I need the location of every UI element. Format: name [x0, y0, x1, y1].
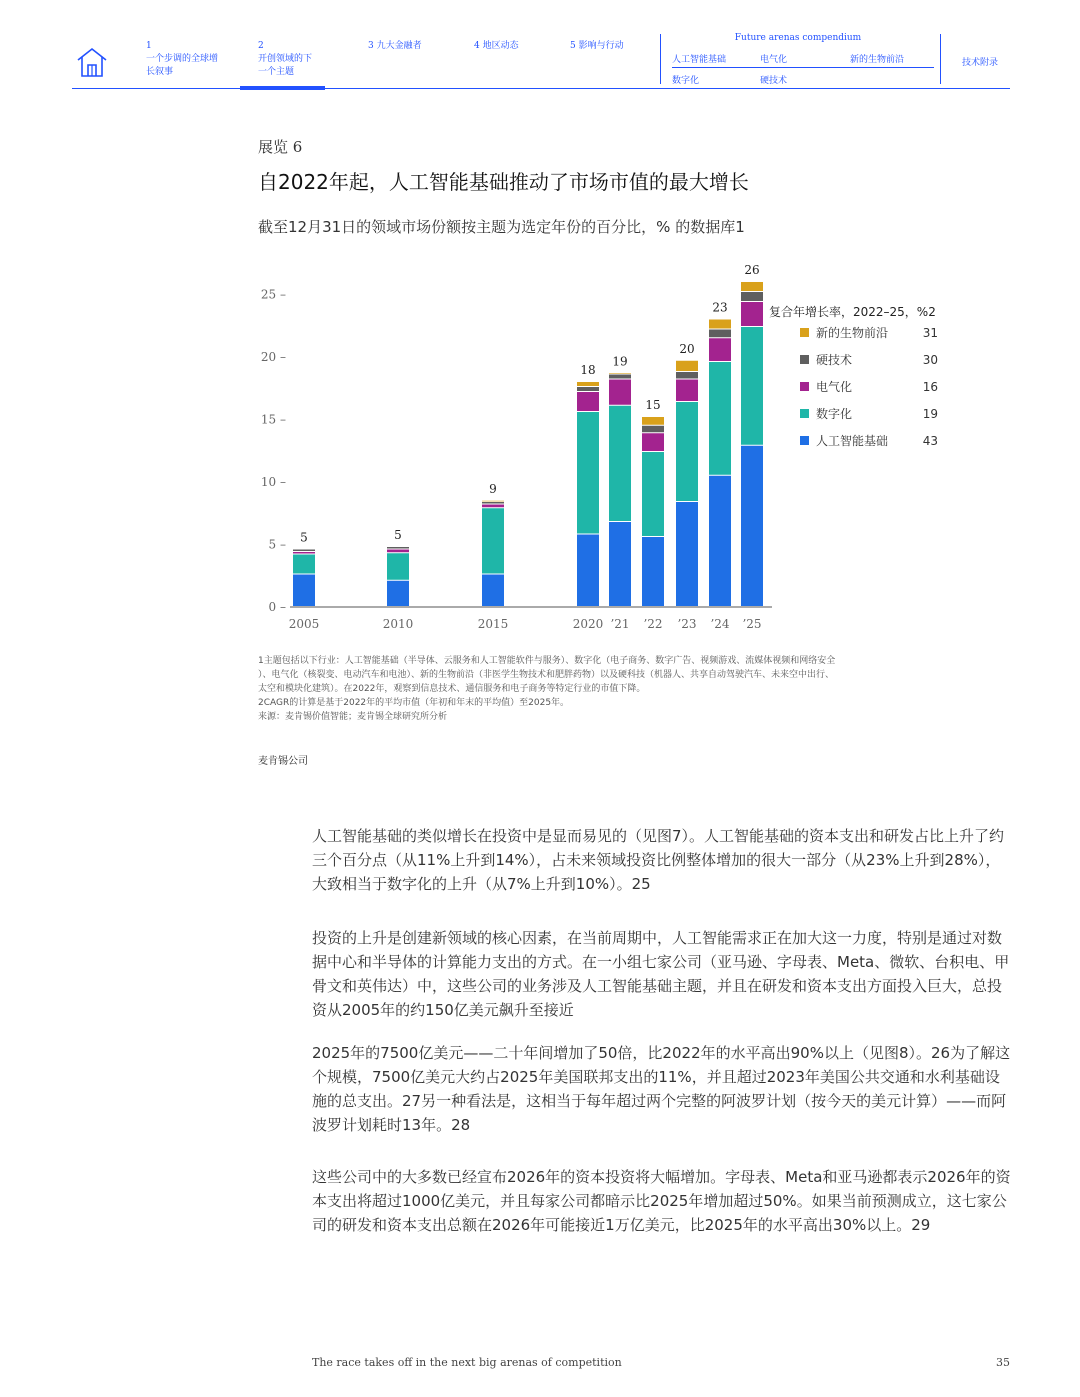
- arenas-title: Future arenas compendium: [734, 33, 862, 43]
- note-line: 太空和模块化建筑）。在2022年，观察到信息技术、通信服务和电子商务等特定行业的市值下降。: [258, 684, 646, 694]
- nav-divider: [660, 34, 661, 84]
- brand-name: 麦肯锡公司: [258, 756, 308, 767]
- bar-segment: [741, 292, 763, 301]
- legend-label: 硬技术: [816, 353, 853, 367]
- nav-item-3[interactable]: [368, 40, 424, 53]
- bar-total-label: 26: [744, 263, 760, 277]
- legend-title: 复合年增长率，2022–25，%2: [769, 305, 936, 319]
- x-tick-label: 2005: [288, 617, 320, 631]
- bar-segment: [482, 508, 504, 573]
- bar-segment: [577, 535, 599, 607]
- bar-segment: [482, 505, 504, 508]
- bar-segment: [609, 522, 631, 606]
- nav-rule: [72, 88, 1010, 89]
- legend-cagr-value: 19: [922, 407, 938, 421]
- footer-title: The race takes off in the next big arenas of competition: [312, 1356, 622, 1369]
- x-tick-label: 2010: [382, 617, 414, 631]
- legend-swatch: [800, 382, 809, 391]
- bar-segment: [676, 402, 698, 501]
- nav-item-4[interactable]: [474, 40, 520, 53]
- bar-segment: [709, 330, 731, 338]
- y-tick-label: 0 –: [268, 600, 286, 614]
- bar-segment: [609, 373, 631, 374]
- x-tick-label: 2015: [477, 617, 509, 631]
- arena-link-bio[interactable]: 新的生物前沿: [850, 55, 905, 65]
- x-tick-label: ’25: [742, 617, 762, 631]
- bar-segment: [577, 382, 599, 386]
- arena-divider: [672, 67, 934, 68]
- bar-segment: [741, 282, 763, 291]
- nav-item-label: 4 地区动态: [474, 41, 519, 51]
- bar-segment: [676, 372, 698, 379]
- exhibit-label: 展览 6: [258, 138, 303, 156]
- arena-link-ai[interactable]: 人工智能基础: [672, 55, 727, 65]
- note-line: 2CAGR的计算是基于2022年的平均市值（年初和年末的平均值）至2025年。: [258, 698, 570, 708]
- bar-segment: [482, 502, 504, 504]
- note-line: 1主题包括以下行业：人工智能基础（半导体、云服务和人工智能软件与服务）、数字化（电子商务、数字广告、视频游戏、流媒体视频和网络安全: [258, 656, 836, 666]
- bar-segment: [387, 550, 409, 553]
- note-line: ）、电气化（核裂变、电动汽车和电池）、新的生物前沿（非医学生物技术和肥胖药物）以及硬科技（机器人、共享自动驾驶汽车、未来空中出行、: [258, 670, 835, 680]
- bar-segment: [293, 555, 315, 574]
- stacked-bar-chart: [250, 255, 970, 640]
- home-icon[interactable]: [76, 46, 108, 78]
- bar-segment: [642, 537, 664, 606]
- bar-segment: [741, 446, 763, 606]
- bar-segment: [609, 380, 631, 405]
- legend-swatch: [800, 409, 809, 418]
- body-paragraph: 人工智能基础的类似增长在投资中是显而易见的（见图7）。人工智能基础的资本支出和研发占比上升了约三个百分点（从11%上升到14%），占未来领域投资比例整体增加的很大一部分（从23%上升到28%），大致相当于数字化的上升（从7%上升到10%）。25: [312, 827, 1005, 893]
- bar-total-label: 23: [712, 300, 728, 315]
- arena-link-hardtech[interactable]: 硬技术: [760, 76, 788, 86]
- legend-cagr-value: 30: [922, 353, 938, 367]
- exhibit-subtitle: 截至12月31日的领域市场份额按主题为选定年份的百分比，% 的数据库1: [258, 218, 745, 236]
- nav-item-1[interactable]: [146, 40, 220, 79]
- legend-cagr-value: 43: [922, 434, 938, 448]
- bar-segment: [709, 320, 731, 329]
- legend-label: 电气化: [816, 380, 853, 394]
- body-paragraph: 这些公司中的大多数已经宣布2026年的资本投资将大幅增加。字母表、Meta和亚马逊都表示2026年的资本支出将超过1000亿美元，并且每家公司都暗示比2025年增加超过50%。如果当前预测成立，这七家公司的研发和资本支出总额在2026年可能接近1万亿美元，比2025年的水平高出30%以上。29: [312, 1168, 1011, 1234]
- bar-segment: [609, 406, 631, 521]
- bar-segment: [741, 302, 763, 326]
- bar-segment: [642, 452, 664, 536]
- x-tick-label: ’22: [643, 617, 663, 631]
- legend-swatch: [800, 355, 809, 364]
- bar-segment: [293, 552, 315, 554]
- bar-segment: [387, 547, 409, 549]
- legend-cagr-value: 31: [922, 326, 938, 340]
- nav-item-label: 5 影响与行动: [570, 41, 624, 51]
- legend-label: 新的生物前沿: [816, 326, 889, 340]
- bar-total-label: 9: [489, 481, 497, 496]
- y-tick-label: 25 –: [260, 287, 286, 302]
- bar-segment: [709, 476, 731, 606]
- exhibit-title: 自2022年起，人工智能基础推动了市场市值的最大增长: [258, 170, 749, 194]
- arena-link-digital[interactable]: 数字化: [672, 76, 700, 86]
- nav-item-2[interactable]: [258, 40, 320, 79]
- nav-item-label: 1 一个步调的全球增长叙事: [146, 41, 219, 77]
- bar-total-label: 19: [612, 354, 628, 369]
- x-tick-label: ’21: [610, 617, 630, 631]
- bar-segment: [293, 550, 315, 552]
- x-tick-label: ’24: [710, 617, 730, 631]
- x-tick-label: 2020: [572, 617, 604, 631]
- bar-segment: [293, 575, 315, 607]
- page-number: 35: [996, 1356, 1010, 1369]
- bar-segment: [676, 502, 698, 606]
- bar-segment: [642, 433, 664, 451]
- legend-label: 人工智能基础: [816, 434, 889, 448]
- x-tick-label: ’23: [677, 617, 697, 631]
- bar-segment: [577, 412, 599, 534]
- bar-segment: [387, 581, 409, 606]
- bar-segment: [387, 553, 409, 580]
- bar-segment: [709, 338, 731, 361]
- bar-segment: [577, 392, 599, 411]
- nav-divider: [940, 34, 941, 84]
- bar-segment: [482, 575, 504, 607]
- bar-total-label: 20: [679, 341, 695, 356]
- bar-segment: [642, 417, 664, 425]
- bar-segment: [676, 361, 698, 371]
- y-tick-label: 20 –: [260, 350, 286, 364]
- nav-item-label: 2 开创领域的下一个主题: [258, 41, 313, 77]
- legend-swatch: [800, 328, 809, 337]
- bar-segment: [609, 375, 631, 379]
- bar-segment: [482, 501, 504, 502]
- legend-label: 数字化: [816, 407, 853, 421]
- legend-cagr-value: 16: [922, 380, 938, 394]
- bar-total-label: 5: [394, 528, 402, 542]
- bar-segment: [676, 380, 698, 402]
- legend-swatch: [800, 436, 809, 445]
- body-paragraph: 2025年的7500亿美元——二十年间增加了50倍，比2022年的水平高出90%以上（见图8）。26为了解这个规模，7500亿美元大约占2025年美国联邦支出的11%，并且超过2023年美国公共交通和水利基础设施的总支出。27另一种看法是，这相当于每年超过两个完整的阿波罗计划（按今天的美元计算）——而阿波罗计划耗时13年。28: [312, 1044, 1011, 1134]
- bar-total-label: 5: [300, 530, 308, 545]
- bar-total-label: 15: [645, 398, 661, 412]
- chart-notes: [258, 654, 958, 724]
- y-tick-label: 10 –: [260, 475, 286, 489]
- bar-segment: [642, 426, 664, 433]
- bar-segment: [741, 327, 763, 445]
- bar-segment: [709, 362, 731, 475]
- y-tick-label: 15 –: [260, 412, 286, 427]
- y-tick-label: 5 –: [268, 537, 286, 552]
- body-paragraph: 投资的上升是创建新领域的核心因素，在当前周期中，人工智能需求正在加大这一力度，特别是通过对数据中心和半导体的计算能力支出的方式。在一小组七家公司（亚马逊、字母表、Meta、微软、台积电、甲骨文和英伟达）中，这些公司的业务涉及人工智能基础主题，并且在研发和资本支出方面投入巨大，总投资从2005年的约150亿美元飙升至接近: [312, 929, 1010, 1019]
- bar-segment: [577, 387, 599, 391]
- arena-link-electrification[interactable]: 电气化: [760, 55, 788, 65]
- source-line: 来源：麦肯锡价值智能；麦肯锡全球研究所分析: [258, 712, 448, 722]
- bar-total-label: 18: [580, 363, 596, 377]
- nav-item-label: 3 九大金融者: [368, 41, 422, 51]
- nav-item-5[interactable]: [570, 40, 626, 53]
- appendix-link[interactable]: 技术附录: [962, 58, 999, 68]
